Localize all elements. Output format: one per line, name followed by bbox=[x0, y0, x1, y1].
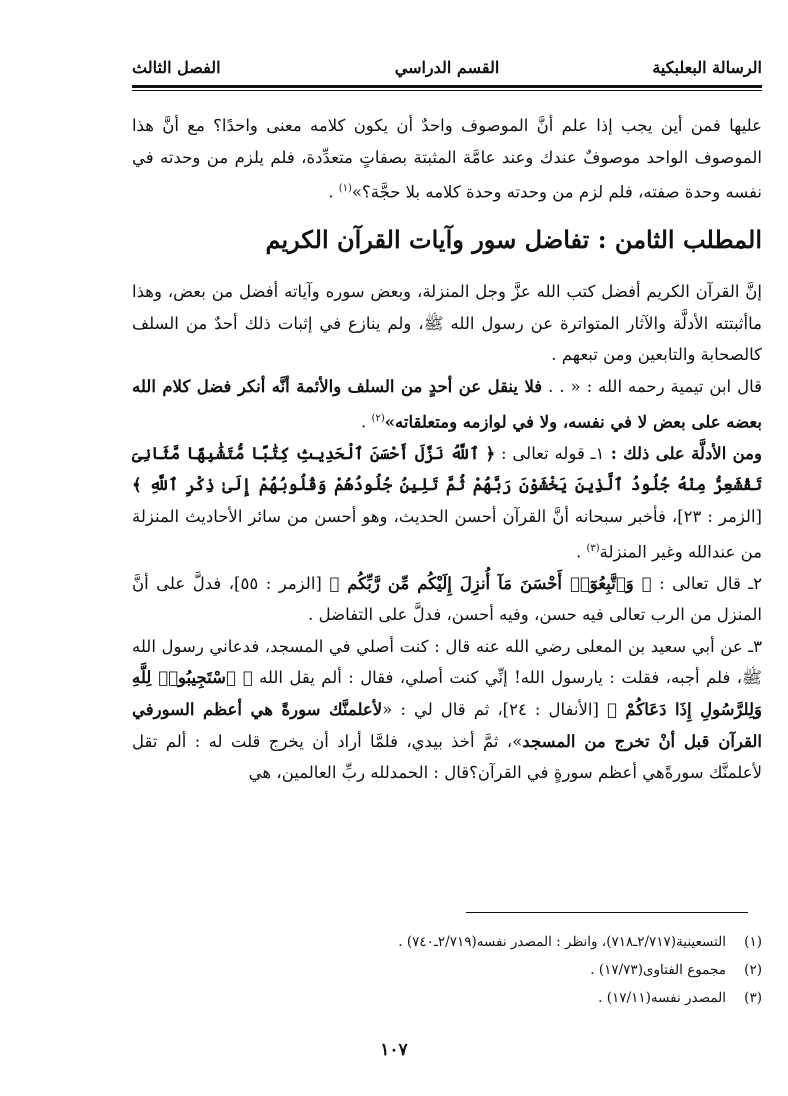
quran-verse-anfal-24: ﴿ ٱسْتَجِيبُوا۟ لِلَّهِ وَلِلرَّسُولِ إِذَا دَعَاكُمْ ﴾ bbox=[132, 668, 762, 719]
footnote-text: التسعينية(٢/٧١٧ـ٧١٨)، وانظر : المصدر نفسه(٢/٧١٩ـ٧٤٠) . bbox=[398, 934, 726, 950]
evidence-3-text: [الأنفال : ٢٤]، ثم قال لي : « bbox=[382, 700, 607, 719]
footnote-ref-1: (١) bbox=[338, 183, 352, 195]
paragraph-2 bbox=[132, 371, 762, 438]
paragraph-1: إنَّ القرآن الكريم أفضل كتب الله عزَّ وجل المنزلة، وبعض سوره وآياته أفضل من بعض، وهذا ماأثبتته الأدلَّة والآثار المتواترة عن رسول الله ﷺ، ولم ينازع في إثبات ذلك أحدٌ من السلف كالصحابة والتابعين ومن تبعهم . bbox=[132, 282, 762, 365]
part-title: القسم الدراسي bbox=[394, 58, 500, 77]
evidence-3-continuation: »، ثمَّ أخذ بيدي، فلمَّا أراد أن يخرج قلت له : ألم تقل لأعلمنَّك سورةًهي أعظم سورةٍ في القرآن؟قال : الحمدلله ربِّ العالمين، هي bbox=[132, 731, 762, 783]
footnote-ref-2: (٢) bbox=[371, 412, 385, 424]
evidence-2-intro: ٢ـ قال تعالى : bbox=[651, 573, 763, 593]
intro-text: عليها فمن أين يجب إذا علم أنَّ الموصوف واحدٌ أن يكون كلامه معنى واحدًا؟ مع أنَّ هذا الموصوف الواحد موصوفٌ عندك وعند عامَّة المثبتة بصفاتٍ متعدِّدة، فلم يلزم من وحدته في نفسه وحدة صفته، فلم لزم من وحدته وحدة كلامه بلا حجَّة؟» bbox=[132, 116, 762, 202]
footnotes bbox=[132, 928, 762, 1012]
footnote-1 bbox=[132, 928, 762, 956]
evidence-2-text: [الزمر : ٥٥]، فدلَّ على أنَّ المنزل من الرب تعالى فيه حسن، وفيه أحسن، فدلَّ على التفاضل . bbox=[132, 573, 762, 625]
book-title: الرسالة البعلبكية bbox=[652, 58, 762, 77]
main-text bbox=[132, 110, 762, 789]
footnote-3 bbox=[132, 984, 762, 1012]
paragraph-3-end: . bbox=[575, 542, 587, 562]
hadith-quote: لأعلمنَّك سورةً هي أعظم السورفي القرآن قبل أنْ تخرج من المسجد bbox=[132, 700, 762, 751]
footnote-text: المصدر نفسه(١٧/١١) . bbox=[598, 990, 726, 1006]
paragraph-5 bbox=[132, 631, 762, 789]
header-rule-thin bbox=[132, 90, 762, 91]
paragraph-3 bbox=[132, 438, 762, 568]
ibn-taymiyyah-quote: فلا ينقل عن أحدٍ من السلف والأئمة أنَّه أنكر فضل كلام الله بعضه على بعض لا في نفسه، ولا في لوازمه ومتعلقاته» bbox=[132, 377, 762, 432]
footnote-ref-3: (٣) bbox=[586, 542, 600, 554]
evidence-1-intro: ١ـ قوله تعالى : bbox=[495, 443, 605, 463]
intro-paragraph bbox=[132, 110, 762, 208]
header-rule-thick bbox=[132, 85, 762, 88]
paragraph-4 bbox=[132, 568, 762, 631]
footnote-2 bbox=[132, 956, 762, 984]
section-heading bbox=[132, 220, 762, 260]
paragraph-2-intro: قال ابن تيمية رحمه الله : « . . bbox=[542, 377, 762, 397]
footnote-number: (٢) bbox=[744, 962, 762, 978]
chapter-title: الفصل الثالث bbox=[132, 58, 221, 77]
section-title: تفاضل سور وآيات القرآن الكريم bbox=[265, 225, 590, 255]
intro-end: . bbox=[328, 182, 339, 202]
paragraph-2-end: . bbox=[361, 412, 372, 432]
page-number: ١٠٧ bbox=[380, 1040, 408, 1060]
quran-verse-zumar-23: ﴿ ٱللَّهُ نَزَّلَ أَحْسَنَ ٱلْحَدِيثِ كِتَٰبًا مُّتَشَٰبِهًا مَّثَانِىَ تَقْشَعِرُّ مِنْهُ جُلُودُ ٱلَّذِينَ يَخْشَوْنَ رَبَّهُمْ ثُمَّ تَلِينُ جُلُودُهُمْ وَقُلُوبُهُمْ إِلَىٰ ذِكْرِ ٱللَّهِ ﴾ bbox=[132, 443, 762, 495]
section-label: المطلب الثامن : bbox=[589, 225, 762, 255]
footnote-number: (١) bbox=[744, 934, 762, 950]
quran-verse-zumar-55: ﴿ وَٱتَّبِعُوٓا۟ أَحْسَنَ مَآ أُنزِلَ إِلَيْكُم مِّن رَّبِّكُم ﴾ bbox=[329, 573, 652, 593]
running-header bbox=[132, 52, 762, 88]
footnote-text: مجموع الفتاوى(١٧/٧٣) . bbox=[590, 962, 726, 978]
footnote-separator bbox=[466, 912, 748, 913]
evidence-3-intro: ٣ـ عن أبي سعيد بن المعلى رضي الله عنه قال : كنت أصلي في المسجد، فدعاني رسول الله ﷺ، فلم أجبه، فقلت : يارسول الله! إنِّي كنت أصلي، فقال : ألم يقل الله bbox=[132, 636, 762, 688]
footnote-number: (٣) bbox=[744, 990, 762, 1006]
evidence-1-text: [الزمر : ٢٣]، فأخبر سبحانه أنَّ القرآن أحسن الحديث، وهو أحسن من سائر الأحاديث المنزلة من عندالله وغير المنزلة bbox=[132, 506, 762, 562]
evidence-heading: ومن الأدلَّة على ذلك : bbox=[604, 443, 762, 463]
